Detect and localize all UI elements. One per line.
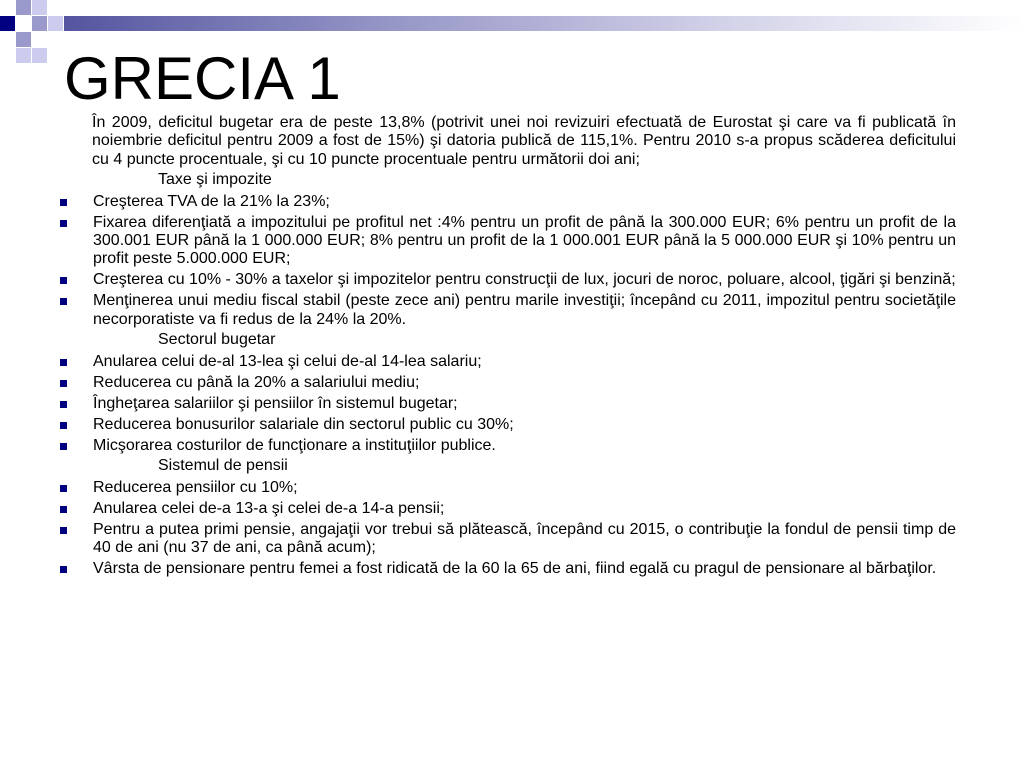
bullet-square-icon xyxy=(60,277,67,284)
bullet-text: Pentru a putea primi pensie, angajaţii vor trebui să plătească, începând cu 2015, o contribuţie la fondul de pensii timp de 40 de ani (nu 37 de ani, ca până acum); xyxy=(93,520,956,557)
bullet-item xyxy=(60,479,956,497)
bullet-square-icon xyxy=(60,422,67,429)
corner-square-2 xyxy=(16,0,31,15)
bullet-text: Anularea celui de-al 13-lea şi celui de-al 14-lea salariu; xyxy=(93,352,482,370)
bullet-item xyxy=(60,292,956,329)
bullet-item xyxy=(60,500,956,518)
corner-square-7 xyxy=(32,48,47,63)
title-accent-band xyxy=(64,16,1024,31)
bullet-item xyxy=(60,353,956,371)
bullet-item xyxy=(60,214,956,269)
bullet-square-icon xyxy=(60,566,67,573)
bullet-text: Creşterea cu 10% - 30% a taxelor şi impozitelor pentru construcţii de lux, jocuri de noroc, poluare, alcool, ţigări şi benzină; xyxy=(93,271,956,289)
slide-title: GRECIA 1 xyxy=(64,45,341,112)
section-heading-pensions: Sistemul de pensii xyxy=(158,457,288,475)
bullet-text: Menţinerea unui mediu fiscal stabil (peste zece ani) pentru marile investiţii; începând cu 2011, impozitul pentru societăţile necorporatiste va fi redus de la 24% la 20%. xyxy=(93,292,956,328)
bullet-text: Anularea celei de-a 13-a şi celei de-a 14-a pensii; xyxy=(93,499,445,517)
bullet-square-icon xyxy=(60,506,67,513)
corner-square-8 xyxy=(16,48,31,63)
bullet-text: Reducerea pensiilor cu 10%; xyxy=(93,478,298,496)
bullet-item xyxy=(60,395,956,413)
slide-body xyxy=(60,114,956,581)
bullet-text: Vârsta de pensionare pentru femei a fost ridicată de la 60 la 65 de ani, fiind egală cu pragul de pensionare al bărbaţilor. xyxy=(93,559,937,577)
bullet-item xyxy=(60,193,956,211)
bullet-text: Reducerea cu până la 20% a salariului mediu; xyxy=(93,373,420,391)
bullet-text: Reducerea bonusurilor salariale din sectorul public cu 30%; xyxy=(93,415,514,433)
corner-square-4 xyxy=(32,16,47,31)
bullet-item xyxy=(60,521,956,558)
bullet-text: Îngheţarea salariilor şi pensiilor în sistemul bugetar; xyxy=(93,394,458,412)
corner-square-1 xyxy=(0,16,15,31)
bullet-square-icon xyxy=(60,443,67,450)
bullet-text: Micşorarea costurilor de funcţionare a instituţiilor publice. xyxy=(93,436,496,454)
bullet-square-icon xyxy=(60,359,67,366)
corner-square-6 xyxy=(16,32,31,47)
section-heading-budget: Sectorul bugetar xyxy=(158,331,276,349)
bullet-square-icon xyxy=(60,401,67,408)
bullet-text: Fixarea diferenţiată a impozitului pe profitul net :4% pentru un profit de până la 300.000 EUR; 6% pentru un profit de la 300.001 EUR până la 1 000.000 EUR; 8% pentru un profit de la 1 000.001 EUR până la 5 000.000 EUR şi 10% pentru un profit peste 5.000.000 EUR; xyxy=(93,213,956,268)
bullet-item xyxy=(60,437,956,455)
bullet-item xyxy=(60,271,956,289)
corner-square-3 xyxy=(32,0,47,15)
bullet-square-icon xyxy=(60,298,67,305)
bullet-item xyxy=(60,374,956,392)
corner-square-5 xyxy=(48,16,63,31)
intro-paragraph: În 2009, deficitul bugetar era de peste 13,8% (potrivit unei noi revizuiri efectuată de Eurostat şi care va fi publicată în noiembrie deficitul pentru 2009 a fost de 15%) şi datoria publică de 115,1%. Pentru 2010 s-a propus scăderea deficitului cu 4 puncte procentuale, şi cu 10 puncte procentuale pentru următorii doi ani; xyxy=(92,114,956,168)
bullet-text: Creşterea TVA de la 21% la 23%; xyxy=(93,192,330,210)
section-heading-taxes: Taxe şi impozite xyxy=(158,171,272,189)
bullet-item xyxy=(60,560,956,578)
bullet-square-icon xyxy=(60,220,67,227)
bullet-square-icon xyxy=(60,380,67,387)
bullet-square-icon xyxy=(60,199,67,206)
bullet-square-icon xyxy=(60,527,67,534)
bullet-item xyxy=(60,416,956,434)
bullet-square-icon xyxy=(60,485,67,492)
